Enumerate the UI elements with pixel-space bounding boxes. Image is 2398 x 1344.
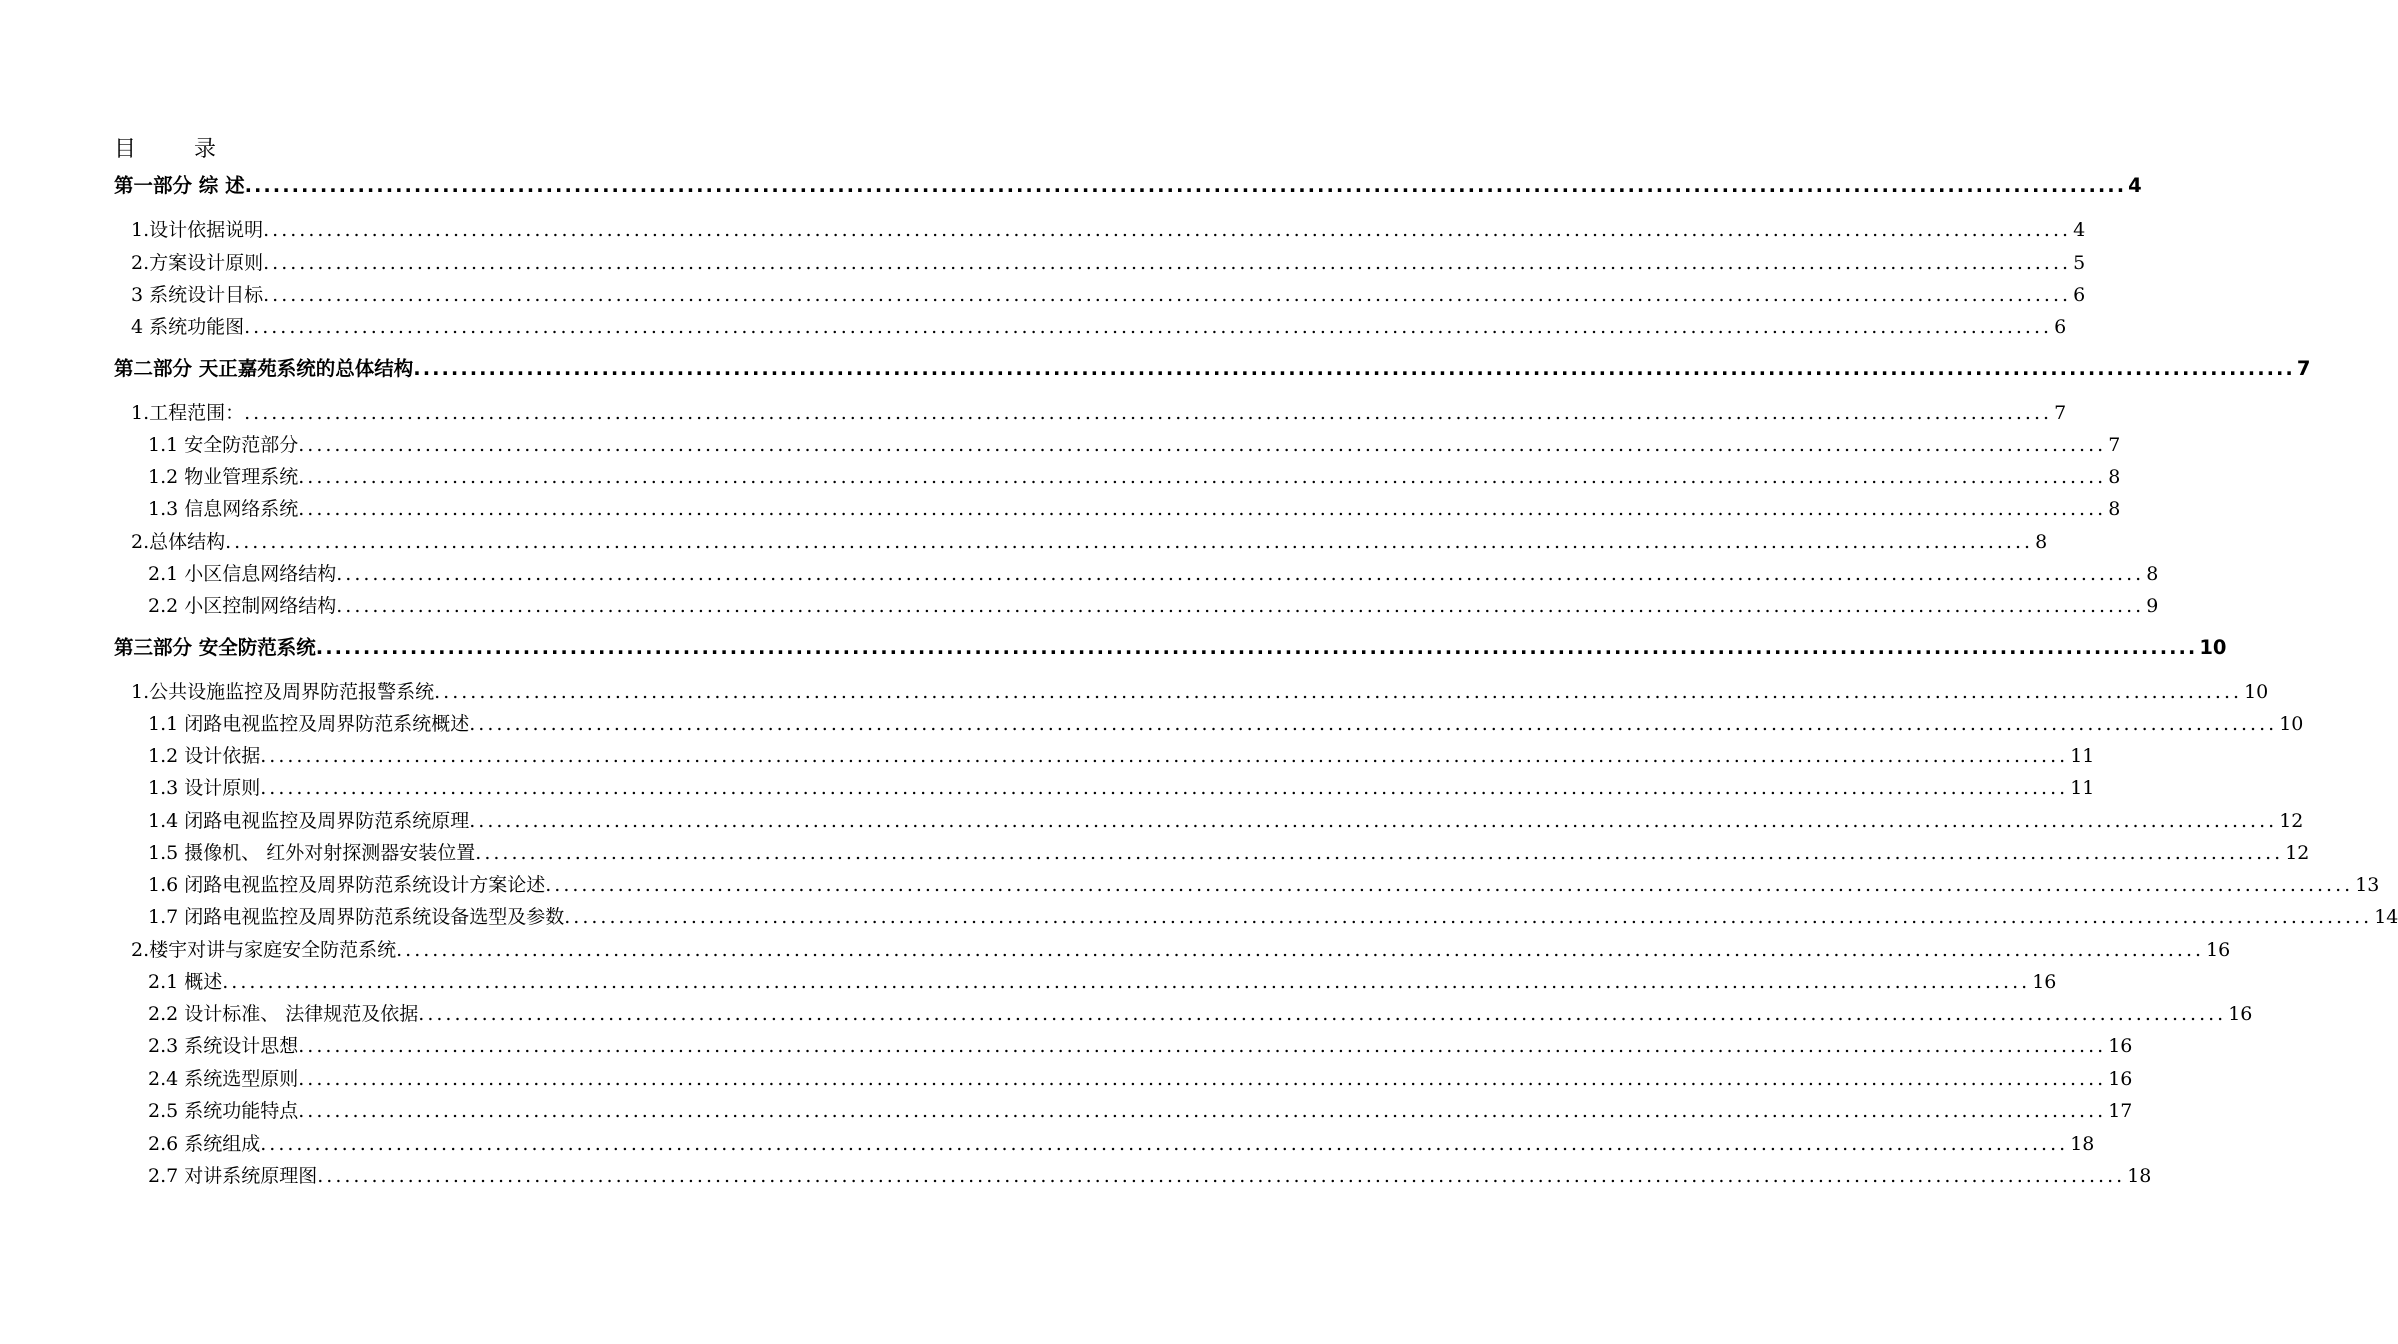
toc-entry[interactable] bbox=[148, 1096, 2133, 1123]
toc-leader-dots: ........................................................................................................................................................................................................ bbox=[298, 1035, 2107, 1057]
toc-entry[interactable] bbox=[131, 935, 2231, 962]
toc-entry[interactable] bbox=[131, 527, 2048, 554]
toc-entry-page-number: 16 bbox=[2228, 1003, 2253, 1025]
toc-entry-page-number: 14 bbox=[2374, 906, 2398, 928]
toc-entry[interactable] bbox=[148, 462, 2121, 489]
toc-entry-label: 第一部分 综 述 bbox=[114, 174, 245, 197]
toc-entry-label: 2.总体结构 bbox=[131, 531, 226, 553]
toc-leader-dots: ........................................................................................................................................................................................................ bbox=[298, 1100, 2107, 1122]
toc-leader-dots: ........................................................................................................................................................................................................ bbox=[317, 1165, 2126, 1187]
toc-leader-dots: ........................................................................................................................................................................................................ bbox=[263, 284, 2072, 306]
toc-entry-label: 2.方案设计原则 bbox=[131, 252, 264, 274]
toc-leader-dots: ........................................................................................................................................................................................................ bbox=[475, 842, 2284, 864]
toc-leader-dots: ........................................................................................................................................................................................................ bbox=[260, 1133, 2069, 1155]
toc-entry[interactable] bbox=[148, 999, 2253, 1026]
toc-entry[interactable] bbox=[148, 1031, 2133, 1058]
toc-leader-dots: ........................................................................................................................................................................................................ bbox=[225, 531, 2034, 553]
toc-entry-page-number: 12 bbox=[2279, 810, 2304, 832]
toc-leader-dots: ........................................................................................................................................................................................................ bbox=[222, 971, 2031, 993]
toc-entry-label: 1.7 闭路电视监控及周界防范系统设备选型及参数 bbox=[148, 906, 565, 928]
toc-entry-label: 1.6 闭路电视监控及周界防范系统设计方案论述 bbox=[148, 874, 546, 896]
toc-entry[interactable] bbox=[148, 870, 2380, 897]
toc-entry-label: 1.设计依据说明 bbox=[131, 219, 264, 241]
toc-entry-page-number: 11 bbox=[2070, 745, 2095, 767]
toc-leader-dots: ........................................................................................................................................................................................................ bbox=[413, 357, 2295, 380]
toc-leader-dots: ........................................................................................................................................................................................................ bbox=[336, 595, 2145, 617]
toc-entry-page-number: 6 bbox=[2054, 316, 2067, 338]
toc-entry[interactable] bbox=[131, 248, 2086, 275]
toc-entry-page-number: 7 bbox=[2108, 434, 2121, 456]
toc-entry-label: 第二部分 天正嘉苑系统的总体结构 bbox=[114, 357, 414, 380]
toc-entry-page-number: 6 bbox=[2073, 284, 2086, 306]
toc-leader-dots: ........................................................................................................................................................................................................ bbox=[469, 810, 2278, 832]
toc-entry-label: 1.4 闭路电视监控及周界防范系统原理 bbox=[148, 810, 470, 832]
toc-entry-label: 3 系统设计目标 bbox=[131, 284, 264, 306]
toc-entry[interactable] bbox=[148, 430, 2121, 457]
toc-entry[interactable] bbox=[131, 215, 2086, 242]
toc-leader-dots: ........................................................................................................................................................................................................ bbox=[298, 1068, 2107, 1090]
toc-entry-label: 2.2 小区控制网络结构 bbox=[148, 595, 337, 617]
toc-entry-page-number: 9 bbox=[2146, 595, 2159, 617]
toc-entry-page-number: 10 bbox=[2244, 681, 2269, 703]
toc-entry-label: 2.1 小区信息网络结构 bbox=[148, 563, 337, 585]
toc-entry-label: 1.1 闭路电视监控及周界防范系统概述 bbox=[148, 713, 470, 735]
toc-entry-label: 1.公共设施监控及周界防范报警系统 bbox=[131, 681, 435, 703]
toc-entry-label: 2.楼宇对讲与家庭安全防范系统 bbox=[131, 939, 397, 961]
toc-leader-dots: ........................................................................................................................................................................................................ bbox=[244, 174, 2127, 197]
toc-entry-page-number: 4 bbox=[2073, 219, 2086, 241]
toc-entry[interactable] bbox=[131, 312, 2067, 339]
toc-entry-page-number: 18 bbox=[2127, 1165, 2152, 1187]
toc-entry-label: 1.工程范围： bbox=[131, 402, 245, 424]
toc-entry[interactable] bbox=[148, 1161, 2152, 1188]
toc-entry-page-number: 12 bbox=[2285, 842, 2310, 864]
toc-leader-dots: ........................................................................................................................................................................................................ bbox=[434, 681, 2243, 703]
toc-entry[interactable] bbox=[148, 559, 2159, 586]
toc-entry[interactable] bbox=[148, 902, 2398, 929]
toc-entry[interactable] bbox=[148, 773, 2095, 800]
toc-entry[interactable] bbox=[148, 1064, 2133, 1091]
toc-entry-label: 第三部分 安全防范系统 bbox=[114, 636, 316, 659]
toc-leader-dots: ........................................................................................................................................................................................................ bbox=[260, 745, 2069, 767]
toc-entry-label: 1.3 设计原则 bbox=[148, 777, 261, 799]
toc-entry-label: 2.5 系统功能特点 bbox=[148, 1100, 299, 1122]
toc-entry-page-number: 8 bbox=[2035, 531, 2048, 553]
toc-entry-page-number: 7 bbox=[2054, 402, 2067, 424]
toc-entry-page-number: 10 bbox=[2199, 636, 2227, 659]
toc-leader-dots: ........................................................................................................................................................................................................ bbox=[564, 906, 2373, 928]
toc-leader-dots: ........................................................................................................................................................................................................ bbox=[396, 939, 2205, 961]
toc-title bbox=[114, 132, 216, 163]
toc-entry-label: 2.7 对讲系统原理图 bbox=[148, 1165, 318, 1187]
toc-entry-page-number: 8 bbox=[2146, 563, 2159, 585]
toc-entry[interactable] bbox=[114, 632, 2227, 660]
toc-leader-dots: ........................................................................................................................................................................................................ bbox=[298, 466, 2107, 488]
toc-entry[interactable] bbox=[148, 494, 2121, 521]
toc-entry-label: 2.3 系统设计思想 bbox=[148, 1035, 299, 1057]
toc-entry-page-number: 11 bbox=[2070, 777, 2095, 799]
toc-entry-label: 4 系统功能图 bbox=[131, 316, 245, 338]
toc-entry[interactable] bbox=[114, 170, 2142, 198]
toc-leader-dots: ........................................................................................................................................................................................................ bbox=[545, 874, 2354, 896]
toc-entry-page-number: 7 bbox=[2296, 357, 2311, 380]
toc-leader-dots: ........................................................................................................................................................................................................ bbox=[469, 713, 2278, 735]
toc-entry-page-number: 10 bbox=[2279, 713, 2304, 735]
toc-entry-page-number: 5 bbox=[2073, 252, 2086, 274]
toc-entry-label: 1.2 设计依据 bbox=[148, 745, 261, 767]
toc-entry[interactable] bbox=[148, 838, 2310, 865]
toc-entry-page-number: 8 bbox=[2108, 498, 2121, 520]
toc-entry-page-number: 18 bbox=[2070, 1133, 2095, 1155]
toc-entry-label: 2.4 系统选型原则 bbox=[148, 1068, 299, 1090]
toc-entry-page-number: 16 bbox=[2032, 971, 2057, 993]
toc-entry-page-number: 17 bbox=[2108, 1100, 2133, 1122]
toc-leader-dots: ........................................................................................................................................................................................................ bbox=[336, 563, 2145, 585]
toc-leader-dots: ........................................................................................................................................................................................................ bbox=[418, 1003, 2227, 1025]
toc-entry-label: 2.1 概述 bbox=[148, 971, 223, 993]
toc-entry-label: 1.5 摄像机、 红外对射探测器安装位置 bbox=[148, 842, 476, 864]
toc-entry[interactable] bbox=[148, 591, 2159, 618]
toc-entry-page-number: 16 bbox=[2108, 1035, 2133, 1057]
toc-entry[interactable] bbox=[131, 280, 2086, 307]
toc-entry[interactable] bbox=[148, 967, 2057, 994]
toc-entry[interactable] bbox=[114, 353, 2311, 381]
toc-entry-label: 2.2 设计标准、 法律规范及依据 bbox=[148, 1003, 419, 1025]
toc-leader-dots: ........................................................................................................................................................................................................ bbox=[298, 498, 2107, 520]
toc-entry-page-number: 16 bbox=[2108, 1068, 2133, 1090]
toc-leader-dots: ........................................................................................................................................................................................................ bbox=[260, 777, 2069, 799]
toc-leader-dots: ........................................................................................................................................................................................................ bbox=[263, 219, 2072, 241]
toc-entry[interactable] bbox=[148, 709, 2304, 736]
toc-entry-page-number: 16 bbox=[2206, 939, 2231, 961]
toc-leader-dots: ........................................................................................................................................................................................................ bbox=[263, 252, 2072, 274]
toc-leader-dots: ........................................................................................................................................................................................................ bbox=[315, 636, 2198, 659]
toc-entry[interactable] bbox=[148, 741, 2095, 768]
toc-leader-dots: ........................................................................................................................................................................................................ bbox=[298, 434, 2107, 456]
toc-entry-label: 2.6 系统组成 bbox=[148, 1133, 261, 1155]
toc-leader-dots: ........................................................................................................................................................................................................ bbox=[244, 402, 2053, 424]
toc-entry[interactable] bbox=[131, 677, 2269, 704]
toc-entry[interactable] bbox=[131, 398, 2067, 425]
toc-entry-page-number: 4 bbox=[2128, 174, 2142, 197]
toc-entry-page-number: 8 bbox=[2108, 466, 2121, 488]
toc-entry[interactable] bbox=[148, 1129, 2095, 1156]
toc-entry-label: 1.1 安全防范部分 bbox=[148, 434, 299, 456]
toc-title-left: 目 bbox=[114, 137, 137, 162]
toc-entry-page-number: 13 bbox=[2355, 874, 2380, 896]
toc-title-right: 录 bbox=[194, 137, 217, 162]
toc-entry-label: 1.3 信息网络系统 bbox=[148, 498, 299, 520]
toc-entry-label: 1.2 物业管理系统 bbox=[148, 466, 299, 488]
toc-entry[interactable] bbox=[148, 806, 2304, 833]
toc-leader-dots: ........................................................................................................................................................................................................ bbox=[244, 316, 2053, 338]
